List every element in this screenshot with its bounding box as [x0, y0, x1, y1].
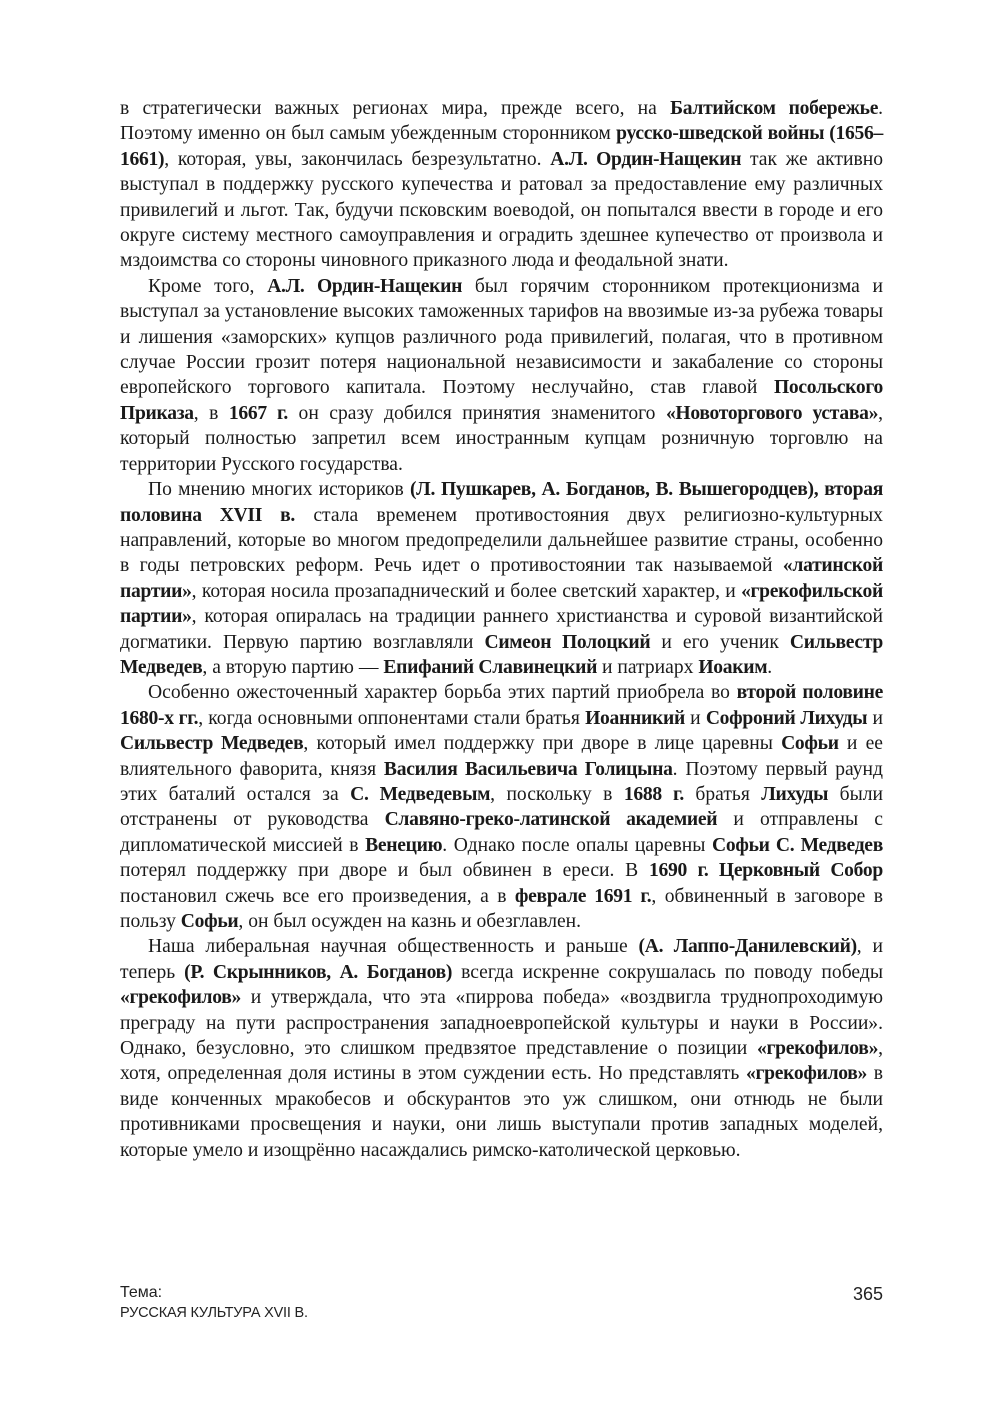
- bold-text: «грекофилов»: [120, 987, 242, 1009]
- text-run: так же активно выступал в поддержку русского купечества и ратовал за предоставление ему различных привилегий и льгот. Так, будучи псковским воеводой, он попытался ввести в городе и его округе систему местного самоуправления и оградить здешнее купечество от произвола и мздоимства со стороны чиновного приказного люда и феодальной знати.: [120, 148, 883, 272]
- text-run: .: [767, 656, 773, 678]
- bold-text: «грекофилов»: [757, 1038, 879, 1060]
- bold-text: «грекофилов»: [746, 1063, 868, 1085]
- bold-text: Василия Васильевича Голицына: [383, 758, 673, 780]
- bold-text: Симеон Полоцкий: [484, 631, 651, 653]
- paragraph: [120, 934, 883, 1163]
- bold-text: С. Медведевым: [350, 783, 491, 805]
- bold-text: 1667 г.: [228, 402, 289, 424]
- text-run: . Поэтому первый раунд этих баталий остался за: [120, 758, 883, 805]
- bold-text: Софьи: [180, 911, 239, 932]
- paragraph: [120, 96, 883, 274]
- text-run: в виде конченных мракобесов и обскурантов это уж слишком, они отнюдь не были противниками просвещения и науки, они лишь выступали против западных моделей, которые умело и изощрённо насаждались римско-католической церковью.: [120, 1063, 884, 1161]
- bold-text: Сильвестр Медведев: [120, 733, 304, 755]
- bold-text: Софьи С. Медведев: [711, 834, 883, 856]
- bold-text: (Р. Скрынников, А. Богданов): [184, 961, 453, 983]
- bold-text: Балтийском побережье: [670, 98, 879, 119]
- footer-theme-label: Тема:: [120, 1284, 163, 1301]
- text-run: и: [867, 707, 883, 729]
- text-run: потерял поддержку при дворе и был обвинен в ереси. В: [120, 860, 650, 882]
- text-run: всегда искренне сокрушалась по поводу победы: [452, 961, 883, 983]
- bold-text: Софроний Лихуды: [705, 707, 868, 729]
- text-run: , и теперь: [120, 936, 883, 983]
- text-run: , которая, увы, закончилась безрезультатно.: [164, 148, 551, 170]
- text-run: . Однако после опалы царевны: [442, 834, 712, 856]
- bold-text: (А. Лаппо-Данилевский): [638, 936, 857, 958]
- bold-text: А.Л. Ордин-Нащекин: [267, 275, 463, 297]
- bold-text: Иоанникий: [585, 707, 685, 729]
- text-run: , поскольку в: [490, 783, 624, 805]
- text-run: и: [684, 707, 706, 729]
- text-run: стала временем противостояния двух религиозно-культурных направлений, которые во многом предопределили дальнейшее развитие страны, особенно в годы петровских реформ. Речь идет о противостоянии так называемой: [120, 504, 883, 577]
- bold-text: Славяно-греко-латинской академией: [384, 809, 718, 831]
- text-run: , а вторую партию —: [202, 656, 384, 678]
- text-run: и патриарх: [597, 656, 699, 678]
- bold-text: Сильвестр Медведев: [120, 631, 883, 678]
- text-run: , когда основными оппонентами стали братья: [198, 707, 586, 729]
- bold-text: «латинской партии»: [120, 555, 883, 602]
- text-run: , которая носила прозападнический и более светский характер, и: [191, 580, 742, 602]
- bold-text: 1690 г. Церковный Собор: [649, 860, 884, 882]
- text-run: , который имел поддержку при дворе в лице царевны: [303, 733, 782, 755]
- text-run: и его ученик: [650, 631, 790, 653]
- text-run: , который полностью запретил всем иностранным купцам розничную торговлю на территории Русского государства.: [120, 402, 884, 475]
- text-run: По мнению многих историков: [148, 479, 410, 501]
- text-run: он сразу добился принятия знаменитого: [288, 402, 666, 424]
- bold-text: Посольского Приказа: [120, 377, 883, 424]
- text-run: , он был осужден на казнь и обезглавлен.: [238, 911, 582, 932]
- bold-text: Софьи: [781, 733, 839, 755]
- paragraph: [120, 274, 883, 477]
- bold-text: Епифаний Славинецкий: [383, 656, 598, 678]
- text-run: постановил сжечь все его произведения, а в: [120, 885, 515, 907]
- text-run: был горячим сторонником протекционизма и выступал за установление высоких таможенных тарифов на ввозимые из-за рубежа товары и лишения «заморских» купцов различного рода привилегий, полагая, что в противном случае России грозит потеря национальной независимости и закабаление со стороны европейского торгового капитала. Поэтому неслучайно, став главой: [120, 275, 883, 399]
- text-run: Особенно ожесточенный характер борьба этих партий приобрела во: [148, 682, 737, 704]
- text-run: были отстранены от руководства: [120, 783, 883, 831]
- text-run: в стратегически важных регионах мира, прежде всего, на: [120, 98, 671, 119]
- bold-text: второй половине 1680-х гг.: [120, 682, 883, 729]
- text-run: и утверждала, что эта «пиррова победа» «воздвигла труднопроходимую преграду на пути распространения западноевропейской культуры и науки в России». Однако, безусловно, это слишком предвзятое представление о позиции: [120, 987, 883, 1060]
- bold-text: Иоаким: [698, 656, 768, 678]
- text-run: , обвиненный в заговоре в пользу: [120, 885, 883, 932]
- bold-text: русско-шведской войны (1656–1661): [120, 123, 883, 170]
- text-run: . Поэтому именно он был самым убежденным сторонником: [120, 98, 883, 145]
- bold-text: Венецию: [365, 834, 443, 856]
- text-run: Кроме того,: [148, 275, 268, 297]
- text-run: и отправлены с дипломатической миссией в: [120, 809, 884, 856]
- page-footer: [120, 1283, 883, 1323]
- bold-text: (Л. Пушкарев, А. Богданов, В. Вышегородцев), вторая половина XVII в.: [120, 479, 883, 526]
- text-run: , которая опиралась на традиции раннего христианства и суровой византийской догматики. Первую партию возглавляли: [120, 606, 883, 653]
- bold-text: феврале 1691 г.: [514, 885, 652, 907]
- bold-text: «грекофильской партии»: [120, 580, 883, 628]
- page-body: [120, 96, 883, 1163]
- text-run: , хотя, определенная доля истины в этом суждении есть. Но представлять: [120, 1038, 883, 1085]
- page-number: 365: [852, 1284, 883, 1304]
- bold-text: А.Л. Ордин-Нащекин: [550, 148, 742, 170]
- text-run: Наша либеральная научная общественность и раньше: [148, 936, 639, 958]
- footer-topic: РУССКАЯ КУЛЬТУРА XVII В.: [120, 1305, 308, 1321]
- paragraph: [120, 680, 883, 934]
- text-run: братья: [683, 783, 762, 805]
- bold-text: «Новоторгового устава»: [665, 402, 879, 424]
- bold-text: 1688 г.: [623, 783, 684, 805]
- bold-text: Лихуды: [761, 783, 829, 805]
- paragraph: [120, 477, 883, 680]
- text-run: , в: [193, 402, 229, 424]
- text-run: и ее влиятельного фаворита, князя: [120, 733, 883, 780]
